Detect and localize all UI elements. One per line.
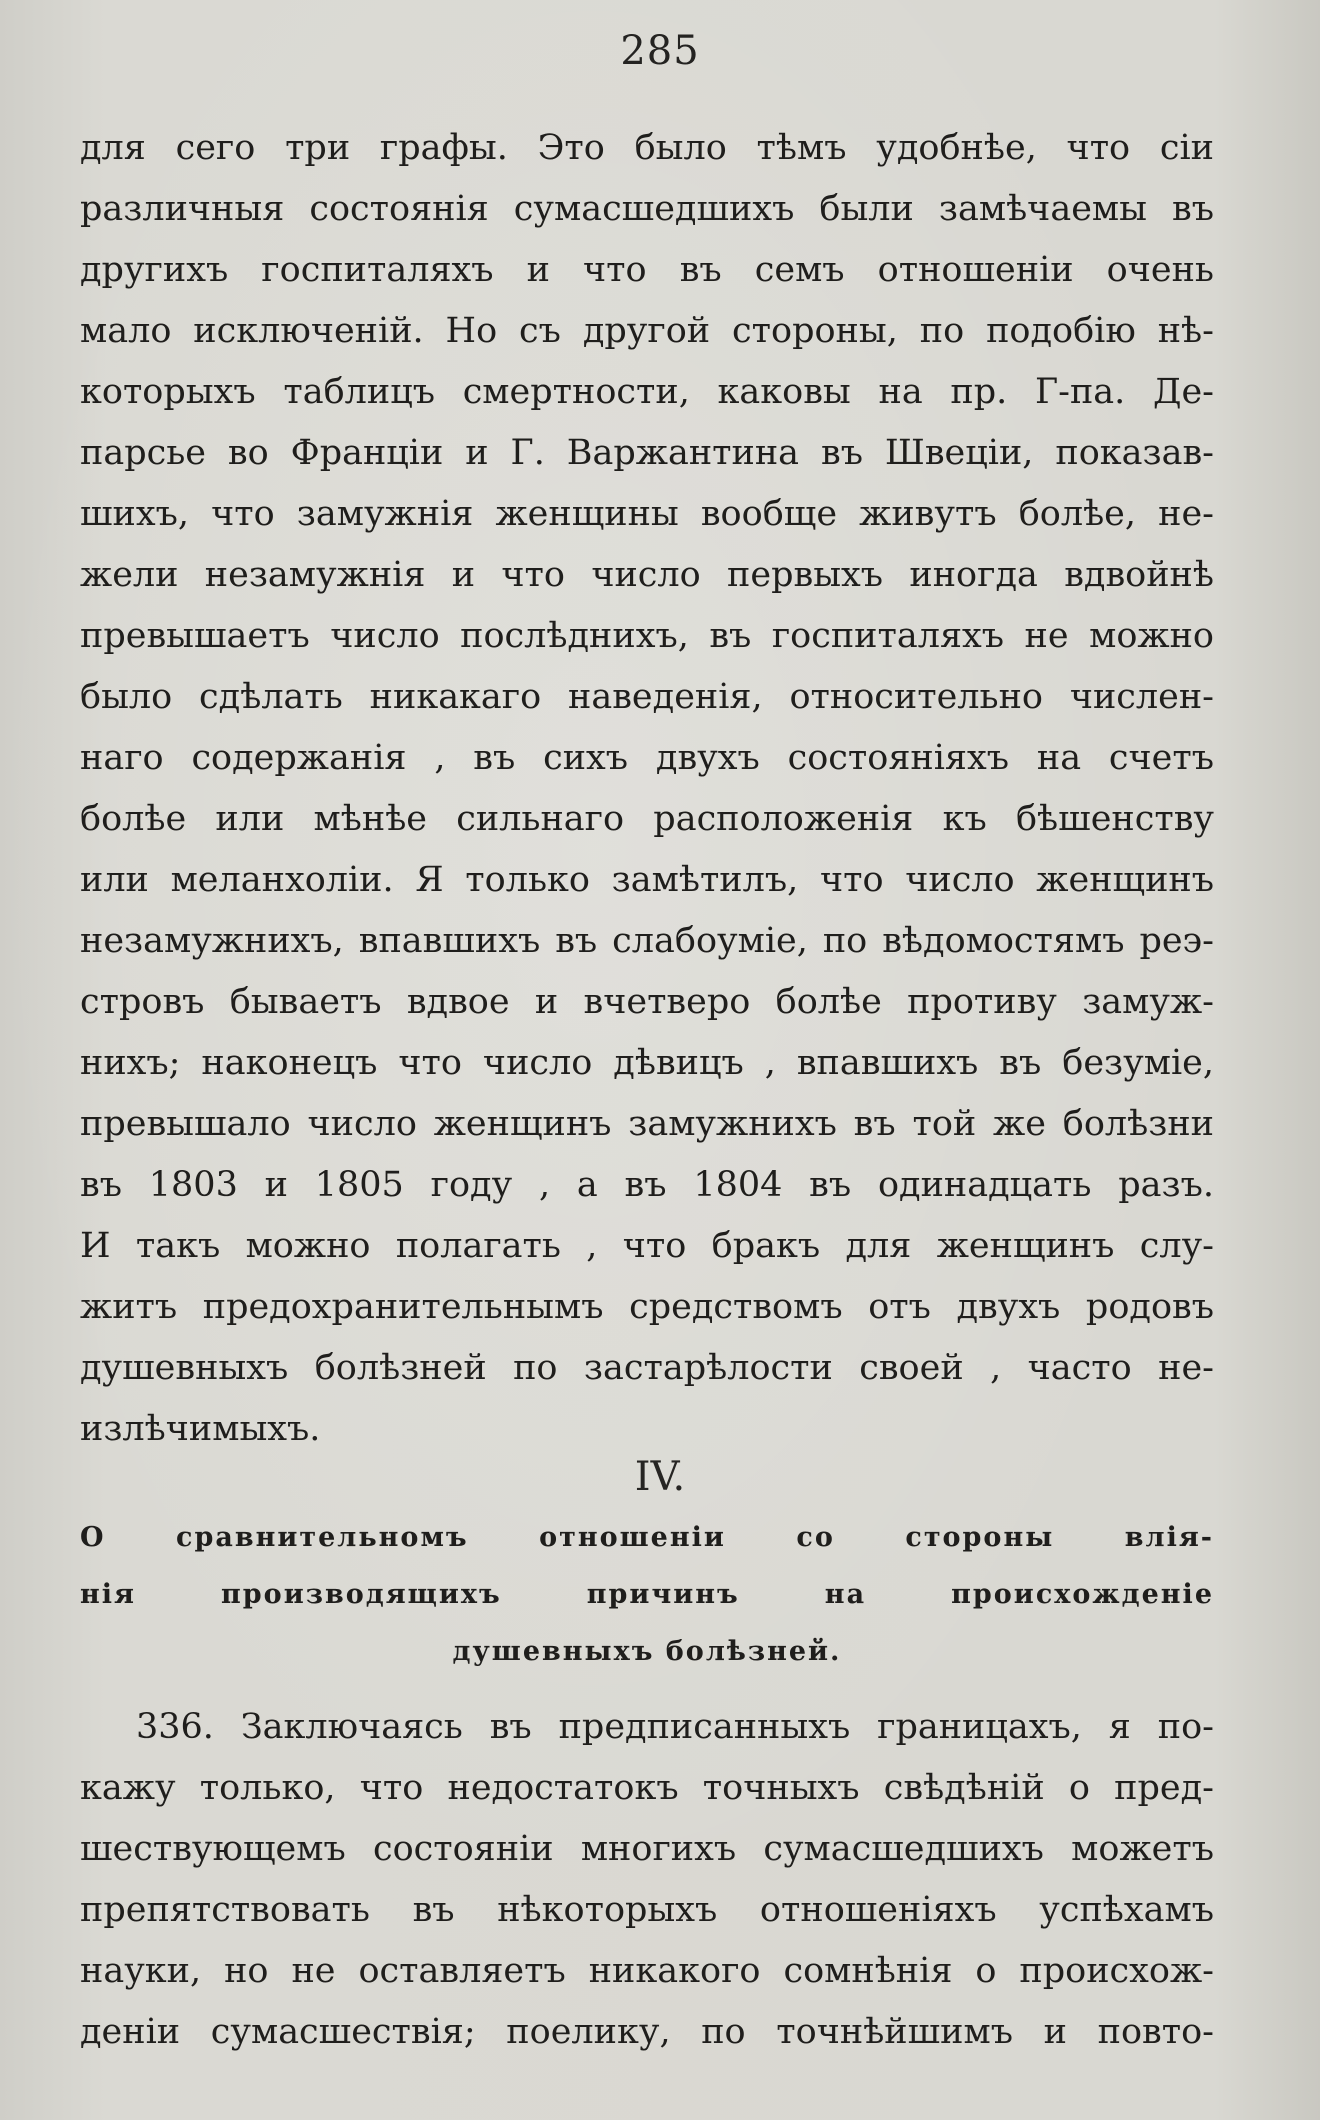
- text-line: препятствовать въ нѣкоторыхъ отношеніяхъ успѣхамъ: [80, 1890, 1214, 1930]
- text-line: болѣе или мѣнѣе сильнаго расположенія къ бѣшенству: [80, 799, 1214, 839]
- text-line: для сего три графы. Это было тѣмъ удобнѣе, что сіи: [80, 128, 1214, 168]
- text-line: наго содержанія , въ сихъ двухъ состояніяхъ на счетъ: [80, 738, 1214, 778]
- paragraph-marriage-and-insanity: [80, 118, 1214, 1460]
- section-heading: [80, 1509, 1214, 1680]
- text-line: или меланхоліи. Я только замѣтилъ, что число женщинъ: [80, 860, 1214, 900]
- text-line: кажу только, что недостатокъ точныхъ свѣдѣній о пред-: [80, 1768, 1214, 1808]
- text-line: превышаетъ число послѣднихъ, въ госпиталяхъ не можно: [80, 616, 1214, 656]
- text-line: незамужнихъ, впавшихъ въ слабоуміе, по вѣдомостямъ реэ-: [80, 921, 1214, 961]
- text-line: нихъ; наконецъ что число дѣвицъ , впавшихъ въ безуміе,: [80, 1043, 1214, 1083]
- text-line: въ 1803 и 1805 году , а въ 1804 въ одинадцать разъ.: [80, 1165, 1214, 1205]
- paragraph-336: [80, 1697, 1214, 2063]
- heading-line: нія производящихъ причинъ на происхожденіе: [80, 1579, 1214, 1610]
- heading-line: душевныхъ болѣзней.: [452, 1636, 842, 1667]
- text-line: И такъ можно полагать , что бракъ для женщинъ слу-: [80, 1226, 1214, 1266]
- text-line: 336. Заключаясь въ предписанныхъ границахъ, я по-: [136, 1707, 1214, 1747]
- text-line: излѣчимыхъ.: [80, 1409, 321, 1449]
- text-line: было сдѣлать никакаго наведенія, относительно числен-: [80, 677, 1214, 717]
- text-line: жели незамужнія и что число первыхъ иногда вдвойнѣ: [80, 555, 1214, 595]
- section-number: IV.: [634, 1454, 686, 1500]
- text-line: деніи сумасшествія; поелику, по точнѣйшимъ и повто-: [80, 2012, 1214, 2052]
- text-line: другихъ госпиталяхъ и что въ семъ отношеніи очень: [80, 250, 1214, 290]
- text-line: которыхъ таблицъ смертности, каковы на пр. Г-па. Де-: [80, 372, 1214, 412]
- text-line: шихъ, что замужнія женщины вообще живутъ болѣе, не-: [80, 494, 1214, 534]
- text-line: стровъ бываетъ вдвое и вчетверо болѣе противу замуж-: [80, 982, 1214, 1022]
- text-line: науки, но не оставляетъ никакого сомнѣнія о происхож-: [80, 1951, 1214, 1991]
- text-line: парсье во Франціи и Г. Варжантина въ Швеціи, показав-: [80, 433, 1214, 473]
- text-line: различныя состоянія сумасшедшихъ были замѣчаемы въ: [80, 189, 1214, 229]
- text-line: житъ предохранительнымъ средствомъ отъ двухъ родовъ: [80, 1287, 1214, 1327]
- text-line: душевныхъ болѣзней по застарѣлости своей , часто не-: [80, 1348, 1214, 1388]
- page-number: 285: [620, 28, 700, 74]
- heading-line: О сравнительномъ отношеніи со стороны влія-: [80, 1522, 1214, 1553]
- text-line: превышало число женщинъ замужнихъ въ той же болѣзни: [80, 1104, 1214, 1144]
- text-line: мало исключеній. Но съ другой стороны, по подобію нѣ-: [80, 311, 1214, 351]
- text-line: шествующемъ состояніи многихъ сумасшедшихъ можетъ: [80, 1829, 1214, 1869]
